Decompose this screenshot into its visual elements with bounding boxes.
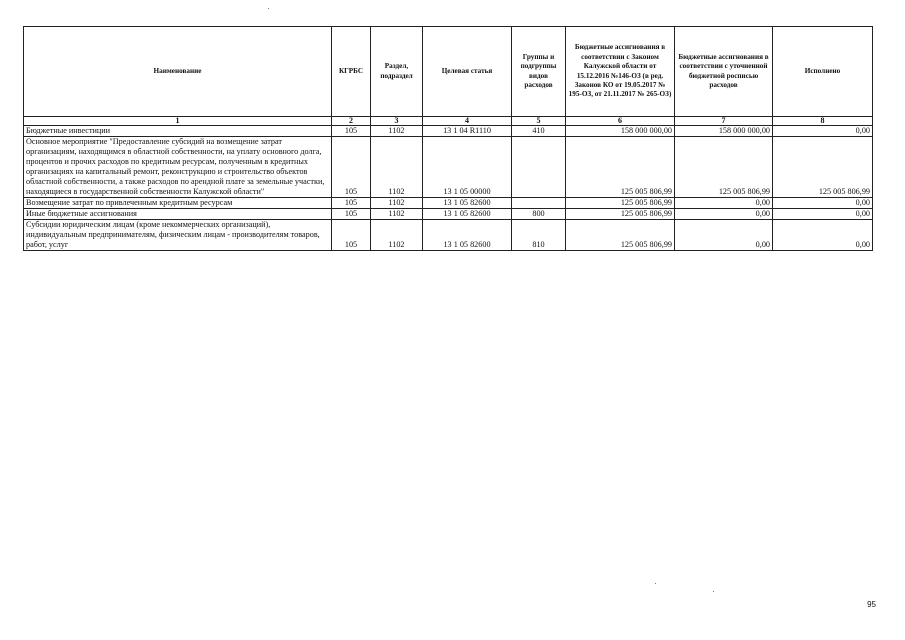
table-row [24, 220, 873, 251]
row-group [512, 137, 566, 198]
row-executed-amount: 0,00 [773, 126, 873, 137]
row-executed-amount: 0,00 [773, 198, 873, 209]
row-name: Основное мероприятие "Предоставление субсидий на возмещение затрат организациям, находящимся в областной собственности, на уплату основного долга, процентов и прочих расходов по кредитным ресурсам, полученным в кредитных организациях на капитальный ремонт, реконструкцию и строительство объектов областной собственности, а также расходов по арендной плате за земельные участки, находящиеся в государственной собственности Калужской области" [24, 137, 332, 198]
row-kgrbs: 105 [332, 137, 371, 198]
row-executed-amount: 0,00 [773, 209, 873, 220]
column-number-row [24, 117, 873, 126]
header-row [24, 27, 873, 117]
column-number: 7 [675, 117, 773, 126]
row-group: 800 [512, 209, 566, 220]
header-law-allocations: Бюджетные ассигнования в соответствии с Законом Калужской области от 15.12.2016 №146-ОЗ (в ред. Законов КО от 19.05.2017 № 195-ОЗ, от 21.11.2017 № 265-ОЗ) [566, 27, 675, 117]
table-row [24, 126, 873, 137]
row-kgrbs: 105 [332, 126, 371, 137]
header-target: Целевая статья [423, 27, 512, 117]
scan-speck [268, 8, 269, 9]
row-target: 13 1 05 00000 [423, 137, 512, 198]
row-section: 1102 [371, 137, 423, 198]
row-kgrbs: 105 [332, 198, 371, 209]
header-groups: Группы и подгруппы видов расходов [512, 27, 566, 117]
column-number: 4 [423, 117, 512, 126]
column-number: 3 [371, 117, 423, 126]
row-executed-amount: 125 005 806,99 [773, 137, 873, 198]
scan-speck [713, 591, 714, 592]
row-law-amount: 125 005 806,99 [566, 137, 675, 198]
table-row [24, 137, 873, 198]
page-number: 95 [867, 600, 876, 609]
row-adjusted-amount: 125 005 806,99 [675, 137, 773, 198]
row-name: Возмещение затрат по привлеченным кредитным ресурсам [24, 198, 332, 209]
budget-table [23, 26, 873, 251]
scan-speck [655, 583, 656, 584]
row-executed-amount: 0,00 [773, 220, 873, 251]
row-adjusted-amount: 0,00 [675, 198, 773, 209]
row-adjusted-amount: 0,00 [675, 209, 773, 220]
table-row [24, 209, 873, 220]
header-section: Раздел, подраздел [371, 27, 423, 117]
row-adjusted-amount: 158 000 000,00 [675, 126, 773, 137]
row-law-amount: 125 005 806,99 [566, 198, 675, 209]
row-law-amount: 125 005 806,99 [566, 220, 675, 251]
row-name: Бюджетные инвестиции [24, 126, 332, 137]
row-target: 13 1 05 82600 [423, 198, 512, 209]
header-adjusted-allocations: Бюджетные ассигнования в соответствии с уточненной бюджетной росписью расходов [675, 27, 773, 117]
table-row [24, 198, 873, 209]
header-kgrbs: КГРБС [332, 27, 371, 117]
column-number: 2 [332, 117, 371, 126]
row-target: 13 1 05 82600 [423, 209, 512, 220]
row-group [512, 198, 566, 209]
row-kgrbs: 105 [332, 209, 371, 220]
column-number: 1 [24, 117, 332, 126]
header-executed: Исполнено [773, 27, 873, 117]
row-adjusted-amount: 0,00 [675, 220, 773, 251]
row-section: 1102 [371, 220, 423, 251]
row-group: 410 [512, 126, 566, 137]
header-name: Наименование [24, 27, 332, 117]
column-number: 6 [566, 117, 675, 126]
row-name: Субсидии юридическим лицам (кроме некоммерческих организаций), индивидуальным предпринимателям, физическим лицам - производителям товаров, работ, услуг [24, 220, 332, 251]
row-law-amount: 158 000 000,00 [566, 126, 675, 137]
row-section: 1102 [371, 209, 423, 220]
column-number: 8 [773, 117, 873, 126]
column-number: 5 [512, 117, 566, 126]
row-target: 13 1 05 82600 [423, 220, 512, 251]
row-section: 1102 [371, 126, 423, 137]
row-law-amount: 125 005 806,99 [566, 209, 675, 220]
row-name: Иные бюджетные ассигнования [24, 209, 332, 220]
row-target: 13 1 04 R1110 [423, 126, 512, 137]
row-kgrbs: 105 [332, 220, 371, 251]
row-section: 1102 [371, 198, 423, 209]
row-group: 810 [512, 220, 566, 251]
